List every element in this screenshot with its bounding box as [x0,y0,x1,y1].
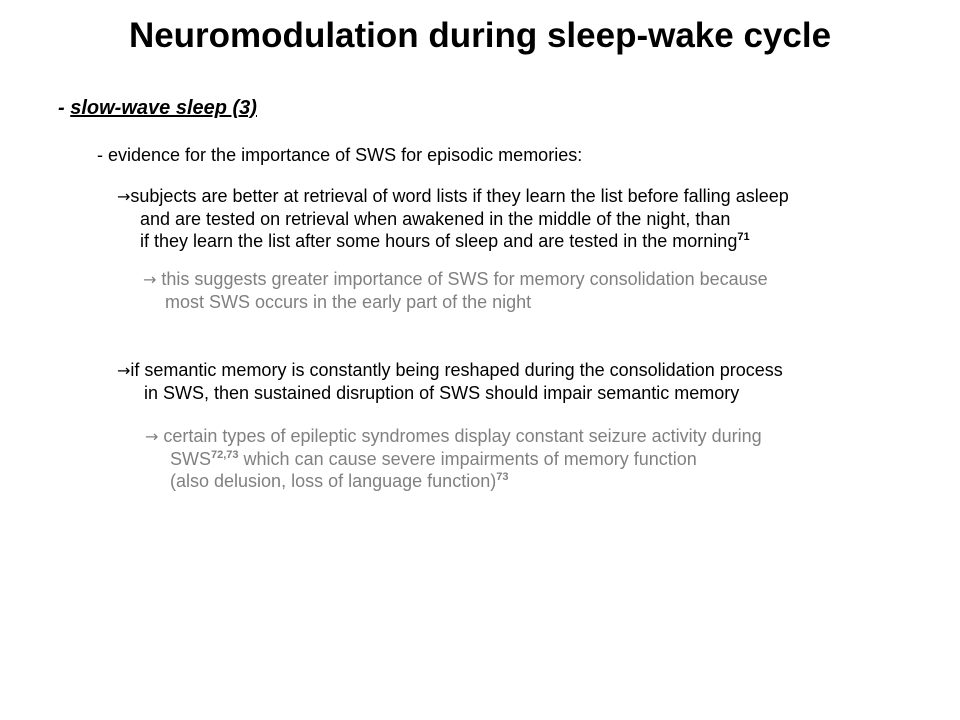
conclusion2-line1-text: certain types of epileptic syndromes display constant seizure activity during [158,426,762,446]
right-arrow-icon: → [143,270,157,289]
point1-line1 [117,185,789,208]
conclusion1-line2: most SWS occurs in the early part of the night [165,292,532,312]
point2-line1 [117,359,783,382]
right-arrow-icon: → [117,361,131,380]
conclusion-early-night-sws [143,268,768,313]
right-arrow-icon: → [145,427,159,446]
subtitle-dash: - [58,97,71,119]
conclusion2-line1 [145,425,762,448]
slide-title: Neuromodulation during sleep-wake cycle [128,16,832,55]
conclusion1-line1-text: this suggests greater importance of SWS for memory consolidation because [156,269,768,289]
conclusion2-line2 [145,448,762,470]
reference-superscript: 72,73 [211,449,239,461]
conclusion1-line1 [143,268,768,291]
subtitle-text: slow-wave sleep (3) [70,97,257,119]
conclusion2-line2-text: which can cause severe impairments of memory function [238,449,697,469]
evidence-heading: - evidence for the importance of SWS for episodic memories: [97,145,583,165]
point1-line3-text: if they learn the list after some hours of sleep and are tested in the morning [140,231,738,251]
conclusion2-sws: SWS [170,449,212,469]
section-subtitle [58,96,257,120]
point-semantic-memory [117,359,783,404]
point1-line2: and are tested on retrieval when awakened in the middle of the night, than [140,209,731,229]
right-arrow-icon: → [117,187,131,206]
conclusion-epileptic-syndromes [145,425,762,492]
conclusion2-line3 [145,470,762,492]
point1-line3 [117,230,789,252]
reference-superscript: 73 [496,471,509,483]
conclusion2-line3-text: (also delusion, loss of language function) [170,471,497,491]
reference-superscript: 71 [737,231,750,243]
point-word-list-retrieval [117,185,789,252]
point2-line1-text: if semantic memory is constantly being reshaped during the consolidation process [130,360,783,380]
point1-line1-text: subjects are better at retrieval of word lists if they learn the list before falling asleep [130,186,789,206]
point2-line2: in SWS, then sustained disruption of SWS should impair semantic memory [144,383,740,403]
